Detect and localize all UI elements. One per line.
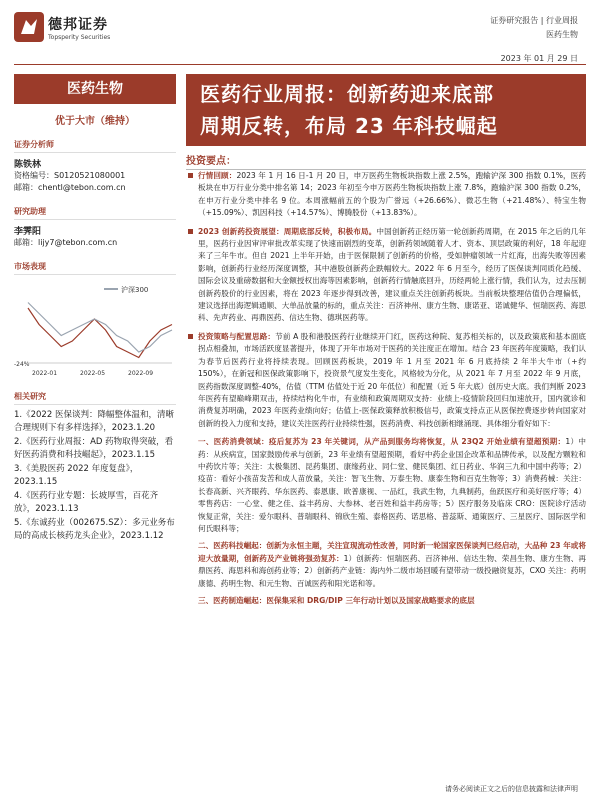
subsection-tech xyxy=(188,540,586,590)
analyst-email[interactable]: 邮箱：chentl@tebon.com.cn xyxy=(14,183,126,192)
paragraph-review xyxy=(188,170,586,220)
x-tick-label: 2022-05 xyxy=(80,370,106,377)
related-list xyxy=(14,409,176,543)
industry-tag: 医药生物 xyxy=(14,74,176,104)
paragraph-label: 2023 创新药投资展望：周期底部反转，积极布局。 xyxy=(198,226,377,236)
footer-disclaimer: 请务必阅读正文之后的信息披露和法律声明 xyxy=(445,785,578,793)
assistant-name: 李霁阳 xyxy=(14,227,42,237)
related-item[interactable]: 5.《东诚药业（002675.SZ）：多元业务布局的高成长核药龙头企业》，2023.1.12 xyxy=(14,518,175,541)
paragraph-text: 中国创新药正经历第一轮创新药周期，在 2015 年之后的几年里，医药行业因审评审批改革实现了快速而剧烈的变革，创新药领域随着人才、资本、顶层政策的利好，18 年起迎来了三年牛市。但自 2021 上半年开始，由于医保限制了创新药的价格，受如肿瘤领域一片红海，出海失败等因素影响，创新药行业经历深度调整，其中港股创新药企跌幅较大。2022 年 6 月至今，经历了医保谈判同质化趋缓、国际会议及重磅数据和大金额授权出海等因素影响，创新药行情触底回升，历经两轮上涨行情，我们认为，过去压制创新药股价的行业因素，将在 2023 年逐步得到改善，建议重点关注创新药板块。当前板块整理估值仍合理偏低，建议选择出海逻辑通顺、大单品放量的标的，重点关注：百济神州、康方生物、康诺亚、诺诚健华、恒瑞医药、海思科、先声药业、再鼎医药、信达生物、德琪医药等。 xyxy=(198,226,587,323)
legend-label: 沪深300 xyxy=(121,286,149,294)
subsection-manufacturing xyxy=(188,595,586,607)
assistant-section-title: 研究助理 xyxy=(14,206,176,220)
key-points-heading: 投资要点： xyxy=(186,152,586,170)
logo-en-text: Topsperity Securities xyxy=(48,33,111,41)
report-sector: 医药生物 xyxy=(546,30,578,39)
market-chart-svg xyxy=(14,279,176,379)
subsection-consumer xyxy=(188,436,586,535)
related-item[interactable]: 2.《医药行业周报：AD 药物取得突破，看好医药消费和科技崛起》，2023.1.15 xyxy=(14,437,174,460)
analyst-name: 陈铁林 xyxy=(14,160,42,170)
analyst-cert: 资格编号：S0120521080001 xyxy=(14,171,126,180)
sidebar xyxy=(14,74,176,544)
logo-cn-text: 德邦证券 xyxy=(48,16,108,33)
report-type: 证券研究报告 xyxy=(490,16,539,25)
series-line-1 xyxy=(28,303,172,353)
paragraph-label: 投资策略与配置思路： xyxy=(198,331,276,341)
paragraph-label: 行情回顾： xyxy=(198,171,237,180)
title-line-1: 医药行业周报：创新药迎来底部 xyxy=(200,82,494,106)
bullet-icon xyxy=(188,229,193,234)
subsection-text: 1）中药：从疾病宣，国家鼓励传承与创新，23 年业绩有望超预期，看好中药企业国企改革和品牌传承，以及配方颗粒和中药饮片等；关注：太极集团、昆药集团、康缘药业、同仁堂、健民集团、红日药业、华润三九和中国中药等；2）疫苗：看好小孩苗发苦和成人苗放量，关注：智飞生物、万泰生物、康泰生物和百克生物等；3）消费药械：关注：长春高新、兴齐眼药、华东医药、泰恩康、欧普康视、一品红，我武生物，九典制药，鱼跃医疗和美好医疗等；4）零售药店：一心堂、健之佳、益丰药房、大参林、老百姓和益丰药房等；5）医疗服务及临床 CRO：医院诊疗活动恢复正常，关注：爱尔眼科、普瑞眼科、锦欣生殖、泰格医药、诺思格、普蕊斯、通策医疗、三星医疗、国际医学和何氏眼科等； xyxy=(198,437,586,533)
assistant-email[interactable]: 邮箱：lijy7@tebon.com.cn xyxy=(14,238,118,247)
analyst-section-title: 证券分析师 xyxy=(14,139,176,153)
related-item[interactable]: 3.《美股医药 2022 年度复盘》，2023.1.15 xyxy=(14,464,139,487)
related-section-title: 相关研究 xyxy=(14,391,176,405)
market-section-title: 市场表现 xyxy=(14,261,176,275)
subsection-label: 一、医药消费领域：疫后复苏为 23 年关键词，从产品到服务均将恢复，从 23Q2 开始业绩有望超预期： xyxy=(198,437,566,447)
paragraph-strategy xyxy=(188,331,586,430)
chart-legend xyxy=(104,285,148,294)
report-category: 行业周报 xyxy=(546,16,578,25)
subsection-text: 1）创新药：恒瑞医药、百济神州、信达生物、荣昌生物、康方生物、再鼎医药、海思科和海创药业等；2）创新药产业链：海内外二级市场回暖有望带动一级投融资复苏，CXO 关注：药明康德、药明生物、和元生物、百诚医药和阳光诺和等。 xyxy=(198,553,587,588)
bullet-icon xyxy=(188,334,193,339)
header-divider xyxy=(14,64,586,65)
related-item[interactable]: 1.《2022 医保谈判：降幅整体温和，清晰合理规则下有多样选择》，2023.1.20 xyxy=(14,410,174,433)
rating: 优于大市（维持） xyxy=(55,116,135,127)
paragraph-text: 2023 年 1 月 16 日-1 月 20 日，申万医药生物板块指数上涨 2.5%，跑输沪深 300 指数 0.1%，医药板块在申万行业分类中排名第 14；2023 年初至今申万医药生物板块指数上涨 7.8%，跑输沪深 300 指数 0.2%，在申万行业分类中排名 9 位。本周涨幅前五的个股为广誉远（+26.66%）、微芯生物（+21.48%）、特宝生物（+15.09%）、凯因科技（+14.57%）、博腾股份（+13.83%）。 xyxy=(198,171,586,218)
subsection-label: 二、医药科技崛起：创新为永恒主题，关注宣现流动性改善，同时新一轮国家医保谈判已经启动，大品种 23 年或将迎大放量期，创新药及产业链将强劲复苏： xyxy=(198,541,586,563)
report-title xyxy=(186,74,586,146)
paragraph-text: 节前 A 股和港股医药行业继续开门红，医药这种院、复苏相关标的，以及政策底和基本面底拐点相叠加，市场活跃度显著提升，体现了开年市场对于医药的关注度正在增加。结合 23 年医药年度策略，我们认为春节后医药行业将持续表现。回顾医药板块，2019 年 1 月至 2021 年 6 月底持续 2 年半大牛市（+约 150%），在新冠和医保政策影响下，投资景气度发生变化，风格较为分化，从 2021 年 7 月至 2022 年 9 月底，医药指数深度调整-40%，估值（TTM 估值处于近 20 年低位）和配置（近 5 年大底）创历史大底。我们判断 2023 年医药有望巅峰期双击，持续结构化牛市，有业绩和政策周期双支持：业绩上-疫情阶段回归加速放开，国内就诊和消费复苏明确，2023 年医药业绩向好；估值上-医保政策释放积极信号，政策支持点正从医保控费逐步转向国家对创新的投入力度和支持，建议关注医药行业持续性强，医药消费、科技创新相继涌现、具体细分看好如下： xyxy=(198,331,586,428)
logo-icon xyxy=(14,12,44,42)
x-tick-label: 2022-09 xyxy=(128,370,154,377)
report-body xyxy=(188,170,586,612)
header-meta: 证券研究报告 | 行业周报 医药生物 2023 年 01 月 29 日 xyxy=(490,14,578,66)
paragraph-outlook xyxy=(188,226,586,325)
series-line-0 xyxy=(28,308,172,358)
bullet-icon xyxy=(188,173,193,178)
x-tick-label: 2022-01 xyxy=(32,370,58,377)
y-tick-label: -24% xyxy=(14,361,30,368)
market-chart xyxy=(14,279,176,379)
report-date: 2023 年 01 月 29 日 xyxy=(500,54,578,63)
brand-logo xyxy=(14,12,110,42)
title-line-2: 周期反转，布局 23 年科技崛起 xyxy=(200,114,498,138)
related-item[interactable]: 4.《医药行业专题：长坡厚雪，百花齐放》，2023.1.13 xyxy=(14,491,159,514)
subsection-label: 三、医药制造崛起：医保集采和 DRG/DIP 三年行动计划以及国家战略要求的底层 xyxy=(198,596,475,605)
